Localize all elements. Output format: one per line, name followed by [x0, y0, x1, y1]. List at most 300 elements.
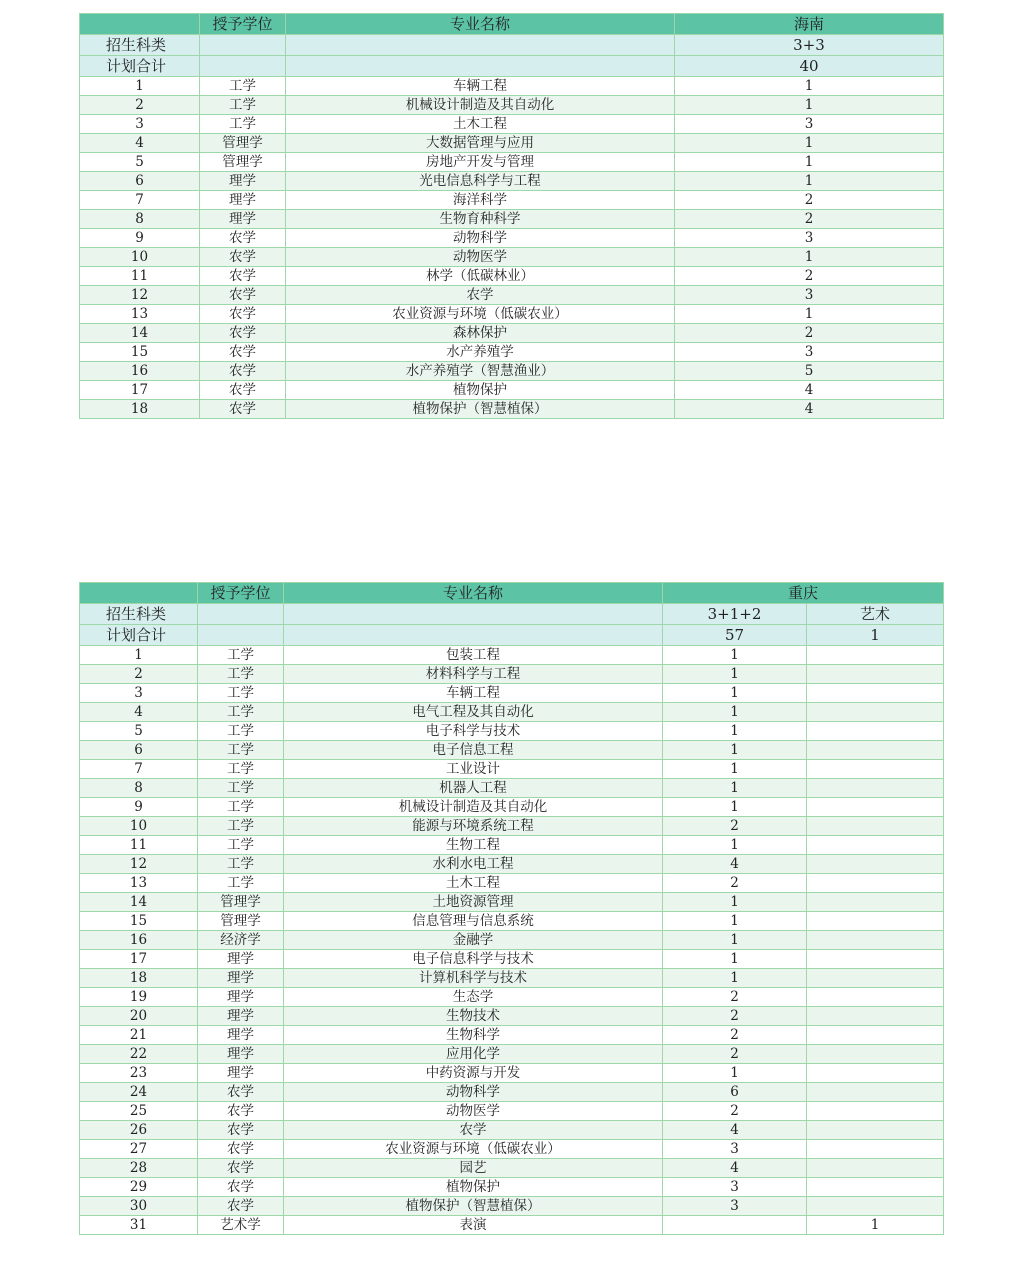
cell-degree: 农学 — [198, 1197, 284, 1216]
cell-v1: 2 — [663, 1045, 807, 1064]
cell-major: 农业资源与环境（低碳农业） — [286, 305, 675, 324]
cell-v2 — [807, 798, 944, 817]
header-region: 重庆 — [663, 583, 944, 604]
cell-degree: 工学 — [198, 760, 284, 779]
cell-v1: 3 — [675, 343, 944, 362]
cell-degree: 工学 — [198, 646, 284, 665]
cell-no: 10 — [80, 817, 198, 836]
cell-degree: 工学 — [198, 665, 284, 684]
cell-v2 — [807, 684, 944, 703]
cell-v2 — [807, 1102, 944, 1121]
cell-major: 生物技术 — [284, 1007, 663, 1026]
cell-v2 — [807, 741, 944, 760]
table-row — [80, 798, 944, 817]
cell-v2 — [807, 931, 944, 950]
cell-v2 — [807, 722, 944, 741]
table-row — [80, 1121, 944, 1140]
cell-major: 生物科学 — [284, 1026, 663, 1045]
cell-major: 包装工程 — [284, 646, 663, 665]
cell-v1: 4 — [675, 381, 944, 400]
cell-v2 — [807, 665, 944, 684]
cell-v2 — [807, 1121, 944, 1140]
cell-no: 17 — [80, 950, 198, 969]
category-label: 招生科类 — [80, 604, 198, 625]
cell-major: 机械设计制造及其自动化 — [284, 798, 663, 817]
cell-major: 大数据管理与应用 — [286, 134, 675, 153]
cell-major: 金融学 — [284, 931, 663, 950]
table-row — [80, 362, 944, 381]
cell-v1: 2 — [675, 267, 944, 286]
cell-major: 电气工程及其自动化 — [284, 703, 663, 722]
table-row — [80, 703, 944, 722]
category-value-1: 3+1+2 — [663, 604, 807, 625]
cell-degree: 理学 — [198, 1026, 284, 1045]
cell-degree: 工学 — [198, 798, 284, 817]
table-row — [80, 1045, 944, 1064]
cell-no: 3 — [80, 115, 200, 134]
cell-v1: 2 — [663, 1026, 807, 1045]
cell-v1: 1 — [675, 134, 944, 153]
table-row — [80, 1064, 944, 1083]
cell-degree: 工学 — [198, 874, 284, 893]
cell-major: 光电信息科学与工程 — [286, 172, 675, 191]
cell-no: 30 — [80, 1197, 198, 1216]
cell-degree: 工学 — [200, 115, 286, 134]
cell-v1: 1 — [663, 1064, 807, 1083]
cell-no: 11 — [80, 267, 200, 286]
cell-no: 26 — [80, 1121, 198, 1140]
table-row — [80, 665, 944, 684]
cell-degree: 农学 — [200, 381, 286, 400]
cell-v1: 1 — [663, 969, 807, 988]
cell-major: 植物保护（智慧植保） — [284, 1197, 663, 1216]
cell-major: 工业设计 — [284, 760, 663, 779]
cell-v2 — [807, 1159, 944, 1178]
table-row — [80, 912, 944, 931]
cell-v2 — [807, 817, 944, 836]
cell-major: 生物育种科学 — [286, 210, 675, 229]
table-row — [80, 1159, 944, 1178]
cell-no: 20 — [80, 1007, 198, 1026]
cell-v2 — [807, 646, 944, 665]
cell-major: 能源与环境系统工程 — [284, 817, 663, 836]
cell-v2: 1 — [807, 1216, 944, 1235]
cell-v1: 1 — [663, 646, 807, 665]
table-row — [80, 988, 944, 1007]
table-row — [80, 1197, 944, 1216]
cell-major: 森林保护 — [286, 324, 675, 343]
cell-no: 14 — [80, 324, 200, 343]
cell-v2 — [807, 1140, 944, 1159]
cell-degree: 工学 — [200, 96, 286, 115]
cell-major: 电子信息科学与技术 — [284, 950, 663, 969]
cell-v2 — [807, 855, 944, 874]
table-header-row — [80, 583, 944, 604]
cell-v1: 2 — [675, 324, 944, 343]
cell-degree: 工学 — [198, 722, 284, 741]
table-row — [80, 722, 944, 741]
cell-v2 — [807, 1197, 944, 1216]
cell-major: 应用化学 — [284, 1045, 663, 1064]
cell-v1: 2 — [663, 1007, 807, 1026]
cell-v1: 1 — [663, 779, 807, 798]
cell-no: 10 — [80, 248, 200, 267]
cell-degree: 农学 — [200, 343, 286, 362]
cell-no: 6 — [80, 172, 200, 191]
cell-no: 29 — [80, 1178, 198, 1197]
cell-no: 27 — [80, 1140, 198, 1159]
cell-major: 电子科学与技术 — [284, 722, 663, 741]
cell-major: 中药资源与开发 — [284, 1064, 663, 1083]
cell-major: 机器人工程 — [284, 779, 663, 798]
cell-v1: 2 — [675, 210, 944, 229]
cell-degree: 工学 — [198, 684, 284, 703]
cell-no: 11 — [80, 836, 198, 855]
table-row — [80, 229, 944, 248]
cell-degree: 艺术学 — [198, 1216, 284, 1235]
cell-major: 土地资源管理 — [284, 893, 663, 912]
cell-no: 28 — [80, 1159, 198, 1178]
cell-no: 15 — [80, 343, 200, 362]
cell-degree: 农学 — [200, 267, 286, 286]
cell-degree: 理学 — [200, 210, 286, 229]
cell-no: 7 — [80, 191, 200, 210]
cell-major: 动物医学 — [284, 1102, 663, 1121]
cell-degree: 管理学 — [200, 134, 286, 153]
cell-v1: 1 — [675, 77, 944, 96]
cell-major: 表演 — [284, 1216, 663, 1235]
cell-major: 信息管理与信息系统 — [284, 912, 663, 931]
category-row — [80, 35, 944, 56]
table-row — [80, 381, 944, 400]
cell-major: 动物科学 — [286, 229, 675, 248]
cell-no: 8 — [80, 779, 198, 798]
table-row — [80, 931, 944, 950]
cell-major: 园艺 — [284, 1159, 663, 1178]
cell-v1: 6 — [663, 1083, 807, 1102]
chongqing-plan-table — [79, 582, 944, 1235]
table-row — [80, 950, 944, 969]
cell-v2 — [807, 1178, 944, 1197]
cell-no: 24 — [80, 1083, 198, 1102]
cell-no: 5 — [80, 153, 200, 172]
cell-major: 生态学 — [284, 988, 663, 1007]
cell-v2 — [807, 779, 944, 798]
header-major: 专业名称 — [284, 583, 663, 604]
cell-v1: 1 — [663, 741, 807, 760]
category-value-2: 艺术 — [807, 604, 944, 625]
cell-major: 农学 — [284, 1121, 663, 1140]
hainan-plan-table — [79, 13, 944, 419]
table-row — [80, 286, 944, 305]
cell-v2 — [807, 836, 944, 855]
cell-major: 水产养殖学 — [286, 343, 675, 362]
cell-v2 — [807, 988, 944, 1007]
cell-v2 — [807, 969, 944, 988]
cell-v1: 2 — [675, 191, 944, 210]
cell-degree: 工学 — [198, 817, 284, 836]
cell-major: 生物工程 — [284, 836, 663, 855]
cell-no: 12 — [80, 855, 198, 874]
cell-degree: 理学 — [200, 172, 286, 191]
header-degree: 授予学位 — [198, 583, 284, 604]
cell-v1: 1 — [663, 703, 807, 722]
cell-v1: 2 — [663, 874, 807, 893]
cell-major: 植物保护（智慧植保） — [286, 400, 675, 419]
cell-major: 海洋科学 — [286, 191, 675, 210]
cell-major: 材料科学与工程 — [284, 665, 663, 684]
header-major: 专业名称 — [286, 14, 675, 35]
cell-no: 9 — [80, 229, 200, 248]
cell-degree: 经济学 — [198, 931, 284, 950]
cell-degree: 农学 — [200, 248, 286, 267]
cell-major: 土木工程 — [286, 115, 675, 134]
cell-v1: 1 — [663, 950, 807, 969]
cell-v1: 1 — [675, 248, 944, 267]
cell-v1: 1 — [675, 172, 944, 191]
cell-no: 2 — [80, 96, 200, 115]
table-row — [80, 305, 944, 324]
cell-v1: 1 — [663, 684, 807, 703]
cell-no: 23 — [80, 1064, 198, 1083]
cell-degree: 理学 — [198, 950, 284, 969]
table-row — [80, 969, 944, 988]
cell-degree: 农学 — [200, 324, 286, 343]
cell-major: 水产养殖学（智慧渔业） — [286, 362, 675, 381]
cell-v1: 3 — [675, 115, 944, 134]
table-row — [80, 134, 944, 153]
total-value-1: 57 — [663, 625, 807, 646]
cell-no: 13 — [80, 305, 200, 324]
table-row — [80, 153, 944, 172]
cell-v1: 4 — [663, 1159, 807, 1178]
cell-degree: 农学 — [198, 1102, 284, 1121]
cell-no: 31 — [80, 1216, 198, 1235]
total-value: 40 — [675, 56, 944, 77]
cell-v1: 1 — [663, 931, 807, 950]
cell-major: 植物保护 — [284, 1178, 663, 1197]
cell-degree: 理学 — [198, 969, 284, 988]
cell-major: 动物科学 — [284, 1083, 663, 1102]
cell-degree: 工学 — [198, 741, 284, 760]
cell-degree: 农学 — [200, 229, 286, 248]
cell-v2 — [807, 893, 944, 912]
table-row — [80, 1178, 944, 1197]
cell-no: 15 — [80, 912, 198, 931]
cell-degree: 农学 — [200, 400, 286, 419]
cell-degree: 管理学 — [198, 912, 284, 931]
cell-no: 2 — [80, 665, 198, 684]
cell-no: 13 — [80, 874, 198, 893]
cell-degree: 农学 — [200, 362, 286, 381]
cell-v1: 1 — [663, 836, 807, 855]
header-degree: 授予学位 — [200, 14, 286, 35]
cell-v2 — [807, 950, 944, 969]
cell-major: 农学 — [286, 286, 675, 305]
cell-degree: 农学 — [198, 1121, 284, 1140]
total-label: 计划合计 — [80, 625, 198, 646]
cell-no: 4 — [80, 134, 200, 153]
cell-v1: 4 — [663, 855, 807, 874]
cell-major: 房地产开发与管理 — [286, 153, 675, 172]
cell-major: 农业资源与环境（低碳农业） — [284, 1140, 663, 1159]
cell-no: 12 — [80, 286, 200, 305]
cell-no: 5 — [80, 722, 198, 741]
cell-degree: 农学 — [198, 1140, 284, 1159]
cell-v2 — [807, 1007, 944, 1026]
cell-v1 — [663, 1216, 807, 1235]
total-row — [80, 625, 944, 646]
table-row — [80, 1083, 944, 1102]
table-row — [80, 400, 944, 419]
table-row — [80, 1216, 944, 1235]
cell-v1: 3 — [663, 1197, 807, 1216]
cell-v1: 3 — [675, 229, 944, 248]
table-row — [80, 893, 944, 912]
cell-v1: 1 — [675, 305, 944, 324]
cell-v2 — [807, 1064, 944, 1083]
cell-v1: 5 — [675, 362, 944, 381]
cell-v2 — [807, 1045, 944, 1064]
total-row — [80, 56, 944, 77]
cell-v2 — [807, 760, 944, 779]
table-row — [80, 760, 944, 779]
cell-v1: 4 — [663, 1121, 807, 1140]
table-row — [80, 1102, 944, 1121]
table-row — [80, 684, 944, 703]
cell-degree: 农学 — [198, 1159, 284, 1178]
table-row — [80, 646, 944, 665]
category-label: 招生科类 — [80, 35, 200, 56]
cell-no: 14 — [80, 893, 198, 912]
header-region: 海南 — [675, 14, 944, 35]
table-row — [80, 267, 944, 286]
cell-no: 3 — [80, 684, 198, 703]
table-row — [80, 96, 944, 115]
cell-major: 计算机科学与技术 — [284, 969, 663, 988]
table-row — [80, 874, 944, 893]
cell-v2 — [807, 912, 944, 931]
cell-degree: 工学 — [198, 703, 284, 722]
cell-v1: 1 — [675, 153, 944, 172]
table-row — [80, 855, 944, 874]
cell-v2 — [807, 874, 944, 893]
cell-v1: 3 — [663, 1178, 807, 1197]
cell-major: 机械设计制造及其自动化 — [286, 96, 675, 115]
table-row — [80, 1007, 944, 1026]
table-row — [80, 210, 944, 229]
cell-v1: 3 — [663, 1140, 807, 1159]
cell-no: 9 — [80, 798, 198, 817]
category-row — [80, 604, 944, 625]
cell-degree: 工学 — [198, 779, 284, 798]
cell-no: 1 — [80, 646, 198, 665]
cell-no: 17 — [80, 381, 200, 400]
cell-v1: 1 — [675, 96, 944, 115]
table-row — [80, 248, 944, 267]
cell-degree: 农学 — [200, 286, 286, 305]
cell-no: 19 — [80, 988, 198, 1007]
cell-no: 18 — [80, 969, 198, 988]
cell-major: 土木工程 — [284, 874, 663, 893]
cell-v1: 1 — [663, 893, 807, 912]
cell-major: 车辆工程 — [284, 684, 663, 703]
table-row — [80, 836, 944, 855]
cell-no: 25 — [80, 1102, 198, 1121]
cell-degree: 理学 — [198, 988, 284, 1007]
cell-no: 16 — [80, 931, 198, 950]
cell-degree: 农学 — [200, 305, 286, 324]
table-row — [80, 817, 944, 836]
cell-v1: 1 — [663, 665, 807, 684]
cell-major: 动物医学 — [286, 248, 675, 267]
cell-v1: 2 — [663, 988, 807, 1007]
cell-v1: 1 — [663, 722, 807, 741]
cell-degree: 理学 — [200, 191, 286, 210]
cell-major: 林学（低碳林业） — [286, 267, 675, 286]
header-blank — [80, 14, 200, 35]
cell-major: 水利水电工程 — [284, 855, 663, 874]
cell-degree: 农学 — [198, 1178, 284, 1197]
cell-v2 — [807, 703, 944, 722]
cell-v1: 1 — [663, 798, 807, 817]
table-row — [80, 1140, 944, 1159]
cell-no: 16 — [80, 362, 200, 381]
cell-major: 植物保护 — [286, 381, 675, 400]
cell-degree: 管理学 — [198, 893, 284, 912]
cell-degree: 理学 — [198, 1045, 284, 1064]
cell-degree: 农学 — [198, 1083, 284, 1102]
cell-v2 — [807, 1026, 944, 1045]
cell-degree: 工学 — [198, 855, 284, 874]
total-label: 计划合计 — [80, 56, 200, 77]
table-row — [80, 191, 944, 210]
table-row — [80, 172, 944, 191]
cell-v2 — [807, 1083, 944, 1102]
cell-major: 车辆工程 — [286, 77, 675, 96]
total-value-2: 1 — [807, 625, 944, 646]
cell-v1: 1 — [663, 912, 807, 931]
table-row — [80, 77, 944, 96]
table-row — [80, 324, 944, 343]
cell-v1: 2 — [663, 1102, 807, 1121]
cell-no: 21 — [80, 1026, 198, 1045]
cell-degree: 工学 — [198, 836, 284, 855]
cell-degree: 管理学 — [200, 153, 286, 172]
cell-no: 6 — [80, 741, 198, 760]
cell-v1: 3 — [675, 286, 944, 305]
cell-degree: 理学 — [198, 1007, 284, 1026]
cell-major: 电子信息工程 — [284, 741, 663, 760]
cell-no: 7 — [80, 760, 198, 779]
header-blank — [80, 583, 198, 604]
cell-no: 18 — [80, 400, 200, 419]
table-row — [80, 1026, 944, 1045]
category-value: 3+3 — [675, 35, 944, 56]
table-row — [80, 343, 944, 362]
cell-degree: 工学 — [200, 77, 286, 96]
table-header-row — [80, 14, 944, 35]
table-row — [80, 779, 944, 798]
cell-no: 22 — [80, 1045, 198, 1064]
table-row — [80, 741, 944, 760]
cell-no: 8 — [80, 210, 200, 229]
cell-no: 4 — [80, 703, 198, 722]
cell-no: 1 — [80, 77, 200, 96]
table-row — [80, 115, 944, 134]
cell-v1: 2 — [663, 817, 807, 836]
cell-degree: 理学 — [198, 1064, 284, 1083]
